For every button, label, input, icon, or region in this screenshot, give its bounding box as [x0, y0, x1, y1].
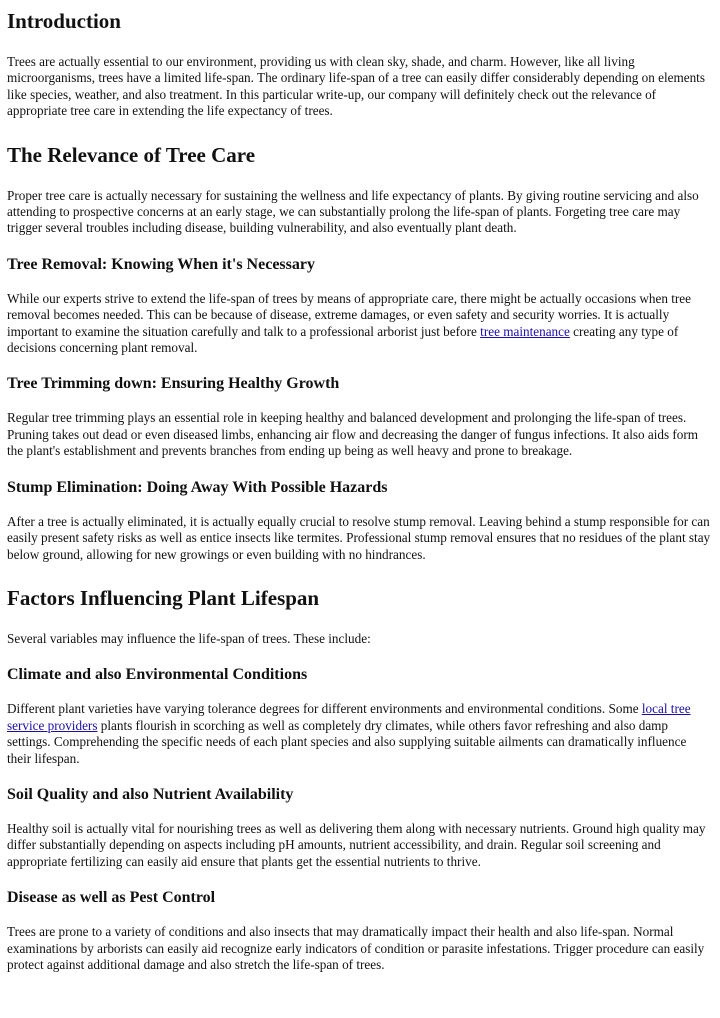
paragraph-stump-elimination: After a tree is actually eliminated, it is actually equally crucial to resolve stump removal. Leaving behind a stump responsible for can easily present safety risks as well as entice insects like termites. Professional stump removal ensures that no residues of the plant stay below ground, allowing for new growings or even building with no hindrances. — [7, 513, 711, 562]
paragraph-climate — [7, 701, 713, 767]
heading-disease-pest: Disease as well as Pest Control — [7, 889, 216, 907]
heading-tree-removal: Tree Removal: Knowing When it's Necessary — [7, 255, 315, 273]
text-segment: While our experts strive to extend the life-span of trees by means of appropriate care, there might be actually occasions when tree removal becomes needed. This can be because of disease, extreme damages, or even safety and security worries. It is actually important to examine the situation carefully and talk to a professional arborist just before — [7, 290, 692, 339]
heading-stump-elimination: Stump Elimination: Doing Away With Possible Hazards — [7, 478, 388, 496]
text-segment: plants flourish in scorching as well as completely dry climates, while others favor refreshing and also damp settings. Comprehending the specific needs of each plant species and also supplying suitable ailments can dramatically influence their lifespan. — [7, 717, 687, 766]
paragraph-introduction: Trees are actually essential to our environment, providing us with clean sky, shade, and charm. However, like all living microorganisms, trees have a limited life-span. The ordinary life-span of a tree can easily differ considerably depending on elements like species, weather, and also treatment. In this particular write-up, our company will definitely check out the relevance of appropriate tree care in extending the life expectancy of trees. — [7, 54, 705, 119]
paragraph-tree-removal — [7, 291, 713, 357]
heading-relevance: The Relevance of Tree Care — [7, 142, 256, 167]
text-segment: Different plant varieties have varying tolerance degrees for different environments and environmental conditions. Some — [7, 701, 642, 717]
paragraph-disease-pest: Trees are prone to a variety of conditions and also insects that may dramatically impact their health and also life-span. Normal examinations by arborists can easily aid recognize early indicators of condition or parasite infestations. Trigger procedure can easily protect against additional damage and also stretch the life-span of trees. — [7, 924, 705, 972]
tree-maintenance-link[interactable]: tree maintenance — [480, 323, 570, 339]
paragraph-soil-quality: Healthy soil is actually vital for nourishing trees as well as delivering them along with necessary nutrients. Ground high quality may differ substantially depending on aspects including pH amounts, nutrient accessibility, and drain. Regular soil screening and appropriate fertilizing can easily aid ensure that plants get the essential nutrients to thrive. — [7, 820, 706, 869]
heading-introduction: Introduction — [7, 9, 121, 33]
text-segment: creating any type of decisions concerning plant removal. — [7, 323, 679, 356]
paragraph-relevance: Proper tree care is actually necessary for sustaining the wellness and life expectancy of plants. By giving routine servicing and also attending to prospective concerns at an early stage, we can substantially prolong the life-span of plants. Forgeting tree care may trigger several troubles including disease, building vulnerability, and also eventually plant death. — [7, 187, 699, 236]
heading-factors: Factors Influencing Plant Lifespan — [7, 585, 320, 610]
paragraph-tree-trimming: Regular tree trimming plays an essential role in keeping healthy and balanced development and prolonging the life-span of trees. Pruning takes out dead or even diseased limbs, enhancing air flow and decreasing the danger of fungus infections. It also aids form the plant's establishment and prevents branches from ending up being as well heavy and prone to breakage. — [7, 410, 699, 459]
heading-tree-trimming: Tree Trimming down: Ensuring Healthy Growth — [7, 375, 340, 393]
paragraph-factors: Several variables may influence the life-span of trees. These include: — [7, 630, 371, 646]
heading-soil-quality: Soil Quality and also Nutrient Availability — [7, 785, 294, 803]
local-tree-service-link[interactable]: local tree service providers — [7, 701, 691, 733]
heading-climate: Climate and also Environmental Conditions — [7, 666, 308, 684]
